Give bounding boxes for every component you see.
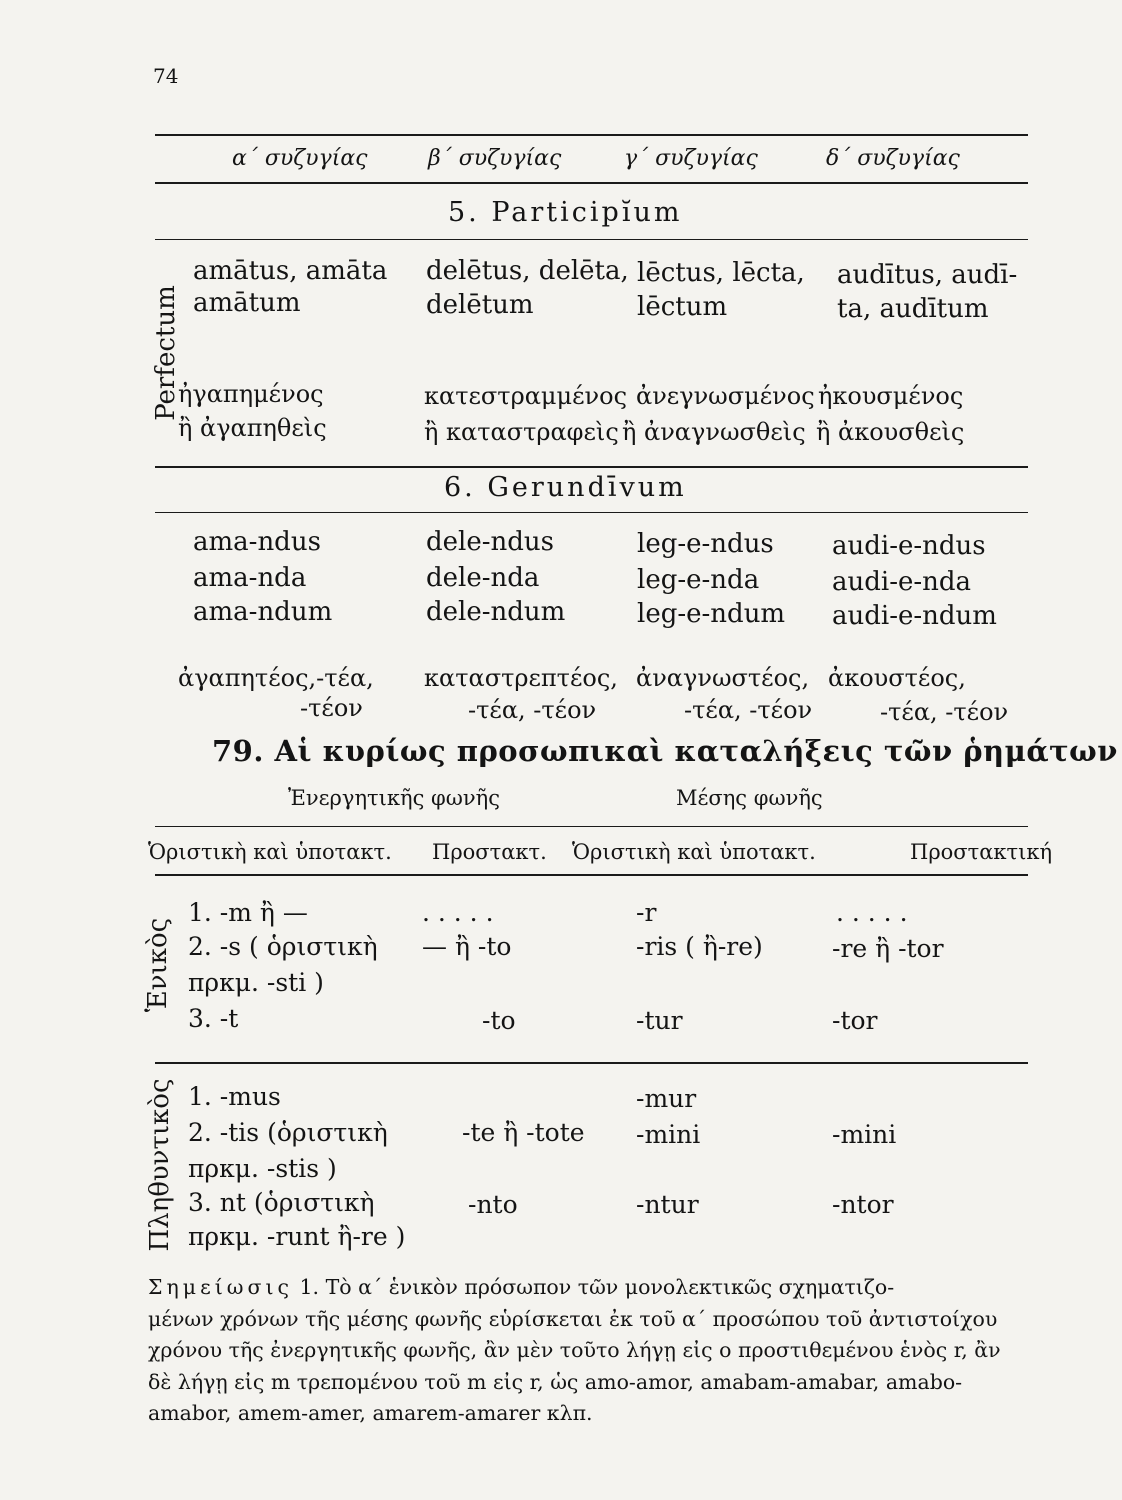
label-perfectum: Perfectum	[151, 285, 181, 421]
conj-header-3: γ΄ συζυγίας	[624, 146, 758, 171]
participle-greek-4-line-1: ἠκουσμένος	[818, 382, 964, 410]
gerundive-greek-2-line-2: -τέα, -τέον	[468, 696, 597, 724]
col-header-active-indicative: Ὁριστικὴ καὶ ὑποτακτ.	[148, 840, 392, 864]
plural-3-perfect-note: πρκμ. -runt ἢ-re )	[188, 1222, 406, 1251]
singular-1-middle-imperative: . . . . .	[836, 898, 908, 927]
singular-1-middle: -r	[636, 898, 657, 927]
singular-3-middle: -tur	[636, 1006, 683, 1035]
singular-2-middle-imperative: -re ἢ -tor	[832, 934, 944, 963]
footnote-line-2: μένων χρόνων τῆς μέσης φωνῆς εὑρίσκεται ἐκ τοῦ α΄ προσώπου τοῦ ἀντιστοίχου	[148, 1306, 998, 1331]
plural-2-active: 2. -tis (ὁριστικὴ	[188, 1118, 388, 1147]
footnote-line-3: χρόνου τῆς ἐνεργητικῆς φωνῆς, ἂν μὲν τοῦτο λήγῃ εἰς o προστιθεμένου ἑνὸς r, ἂν	[148, 1338, 1001, 1362]
plural-2-middle-imperative: -mini	[832, 1120, 897, 1149]
plural-1-middle: -mur	[636, 1084, 697, 1113]
gerundive-2-line-3: dele-ndum	[426, 597, 566, 627]
singular-1-active: 1. -m ἢ —	[188, 898, 308, 927]
plural-2-active-imperative: -te ἢ -tote	[462, 1118, 585, 1147]
plural-3-middle: -ntur	[636, 1190, 699, 1219]
conj-header-1: α΄ συζυγίας	[232, 146, 368, 171]
participle-greek-3-line-1: ἀνεγνωσμένος	[636, 382, 815, 410]
gerundive-greek-1-line-1: ἀγαπητέος,-τέα,	[178, 664, 374, 692]
label-plural: Πληθυντικὸς	[145, 1078, 175, 1252]
plural-3-active: 3. nt (ὁριστικὴ	[188, 1188, 375, 1217]
participle-greek-3-line-2: ἢ ἀναγνωσθεὶς	[622, 418, 806, 446]
rule-singular-plural	[155, 1062, 1028, 1064]
plural-3-active-imperative: -nto	[468, 1190, 518, 1219]
rule-top	[155, 134, 1028, 136]
singular-3-middle-imperative: -tor	[832, 1006, 878, 1035]
participle-greek-4-line-2: ἢ ἀκουσθεὶς	[816, 418, 965, 446]
singular-1-active-imperative: . . . . .	[422, 898, 494, 927]
participle-1-line-2: amātum	[193, 288, 301, 318]
singular-2-middle: -ris ( ἢ-re)	[636, 932, 763, 961]
footnote	[148, 1272, 1030, 1430]
participle-greek-2-line-2: ἢ καταστραφεὶς	[424, 418, 619, 446]
singular-2-active-imperative: — ἢ -to	[422, 932, 512, 961]
participle-greek-1-line-2: ἢ ἀγαπηθεὶς	[178, 414, 327, 442]
plural-1-active: 1. -mus	[188, 1082, 281, 1111]
gerundive-greek-4-line-1: ἀκουστέος,	[828, 664, 966, 692]
rule-col-headers-bottom	[155, 874, 1028, 876]
singular-3-active-imperative: -to	[482, 1006, 516, 1035]
rule-gerundivum	[155, 512, 1028, 513]
gerundive-1-line-2: ama-nda	[193, 563, 307, 593]
gerundive-4-line-3: audi-e-ndum	[832, 601, 997, 631]
participle-greek-2-line-1: κατεστραμμένος	[424, 382, 628, 410]
singular-2-perfect-note: πρκμ. -sti )	[188, 968, 324, 997]
rule-gerundivum-top	[155, 466, 1028, 468]
gerundive-2-line-1: dele-ndus	[426, 527, 554, 557]
gerundive-2-line-2: dele-nda	[426, 563, 540, 593]
label-singular: Ἑνικὸς	[143, 917, 173, 1013]
footnote-line-4: δὲ λήγῃ εἰς m τρεπομένου τοῦ m εἰς r, ὡς amo-amor, amabam-amabar, amabo-	[148, 1369, 963, 1394]
gerundive-greek-2-line-1: καταστρεπτέος,	[424, 664, 618, 692]
gerundive-4-line-1: audi-e-ndus	[832, 531, 986, 561]
col-header-middle-indicative: Ὁριστικὴ καὶ ὑποτακτ.	[572, 840, 816, 864]
section-heading-79: 79. Αἱ κυρίως προσωπικαὶ καταλήξεις τῶν ῥημάτων	[212, 734, 1118, 768]
voice-active: Ἐνεργητικῆς φωνῆς	[288, 786, 500, 810]
gerundive-4-line-2: audi-e-nda	[832, 567, 972, 597]
footnote-line-1	[148, 1272, 1030, 1304]
gerundive-greek-3-line-2: -τέα, -τέον	[684, 696, 813, 724]
singular-2-active: 2. -s ( ὁριστικὴ	[188, 932, 378, 961]
participle-3-line-2: lēctum	[637, 292, 728, 322]
footnote-line-1-text: 1. Τὸ α΄ ἑνικὸν πρόσωπον τῶν μονολεκτικῶς σχηματιζο-	[293, 1275, 895, 1299]
section-title-participium: 5. Participĭum	[448, 197, 683, 228]
rule-conj	[155, 182, 1028, 184]
gerundive-1-line-3: ama-ndum	[193, 597, 333, 627]
col-header-middle-imperative: Προστακτική	[910, 840, 1053, 864]
voice-middle: Μέσης φωνῆς	[676, 786, 823, 810]
rule-col-headers-top	[155, 826, 1028, 827]
page-number: 74	[153, 64, 179, 88]
gerundive-3-line-3: leg-e-ndum	[637, 599, 786, 629]
gerundive-1-line-1: ama-ndus	[193, 527, 321, 557]
plural-2-middle: -mini	[636, 1120, 701, 1149]
gerundive-3-line-2: leg-e-nda	[637, 565, 760, 595]
participle-2-line-1: delētus, delēta,	[426, 256, 629, 286]
participle-2-line-2: delētum	[426, 290, 534, 320]
plural-3-middle-imperative: -ntor	[832, 1190, 894, 1219]
participle-3-line-1: lēctus, lēcta,	[637, 258, 805, 288]
gerundive-greek-3-line-1: ἀναγνωστέος,	[636, 664, 810, 692]
col-header-active-imperative: Προστακτ.	[432, 840, 547, 864]
gerundive-greek-1-line-2: -τέον	[300, 694, 363, 722]
footnote-lead: Σημείωσις	[148, 1275, 293, 1299]
conj-header-2: β΄ συζυγίας	[428, 146, 562, 171]
plural-2-perfect-note: πρκμ. -stis )	[188, 1154, 337, 1183]
rule-participium	[155, 239, 1028, 240]
participle-greek-1-line-1: ἠγαπημένος	[178, 380, 324, 408]
section-title-gerundivum: 6. Gerundīvum	[444, 472, 687, 503]
participle-4-line-1: audītus, audī-	[837, 260, 1018, 290]
conj-header-4: δ΄ συζυγίας	[826, 146, 960, 171]
singular-3-active: 3. -t	[188, 1004, 239, 1033]
participle-1-line-1: amātus, amāta	[193, 256, 388, 286]
gerundive-3-line-1: leg-e-ndus	[637, 529, 774, 559]
footnote-line-5: amabor, amem-amer, amarem-amarer κλπ.	[148, 1401, 593, 1425]
gerundive-greek-4-line-2: -τέα, -τέον	[880, 698, 1009, 726]
participle-4-line-2: ta, audītum	[837, 294, 989, 324]
